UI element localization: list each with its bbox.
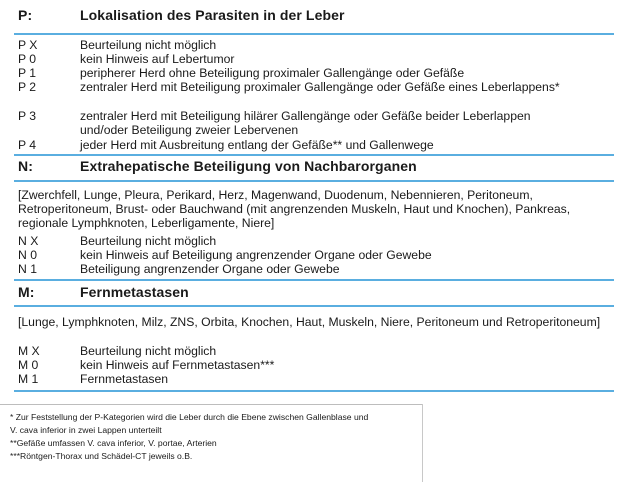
row-code: P 3 <box>18 109 37 123</box>
footnote: **Gefäße umfassen V. cava inferior, V. portae, Arterien <box>10 438 217 448</box>
footnote: V. cava inferior in zwei Lappen unterteilt <box>10 425 162 435</box>
section-divider <box>14 279 614 281</box>
row-desc: kein Hinweis auf Fernmetastasen*** <box>80 358 275 372</box>
row-code: P X <box>18 38 38 52</box>
footnotes-box <box>0 404 423 482</box>
row-desc: peripherer Herd ohne Beteiligung proximaler Gallengänge oder Gefäße <box>80 66 465 80</box>
row-code: M 0 <box>18 358 39 372</box>
row-code: P 0 <box>18 52 37 66</box>
section-m-intro: [Lunge, Lymphknoten, Milz, ZNS, Orbita, Knochen, Haut, Muskeln, Niere, Peritoneum und Retroperitoneum] <box>18 315 601 329</box>
row-desc: Beurteilung nicht möglich <box>80 234 217 248</box>
section-n-title: Extrahepatische Beteiligung von Nachbarorganen <box>80 158 417 174</box>
row-desc: zentraler Herd mit Beteiligung hilärer Gallengänge oder Gefäße beider Leberlappen und/oder Beteiligung zweier Lebervenen <box>80 109 531 137</box>
row-desc: zentraler Herd mit Beteiligung proximaler Gallengänge oder Gefäße eines Leberlappens* <box>80 80 560 94</box>
footnote: ***Röntgen-Thorax und Schädel-CT jeweils o.B. <box>10 451 193 461</box>
row-code: M X <box>18 344 40 358</box>
section-divider <box>14 305 614 307</box>
footnotes-divider <box>0 404 422 405</box>
row-desc: Fernmetastasen <box>80 372 169 386</box>
row-desc: Beurteilung nicht möglich <box>80 38 217 52</box>
row-code: P 4 <box>18 138 37 152</box>
row-desc: Beteiligung angrenzender Organe oder Gewebe <box>80 262 340 276</box>
row-code: N X <box>18 234 39 248</box>
section-divider <box>14 390 614 392</box>
section-divider <box>14 154 614 156</box>
row-code: N 1 <box>18 262 37 276</box>
section-divider <box>14 33 614 35</box>
section-p-code: P: <box>18 7 33 23</box>
row-desc: kein Hinweis auf Lebertumor <box>80 52 235 66</box>
row-code: P 2 <box>18 80 37 94</box>
row-code: P 1 <box>18 66 37 80</box>
row-code: M 1 <box>18 372 39 386</box>
section-divider <box>14 180 614 182</box>
section-m-title: Fernmetastasen <box>80 284 189 300</box>
row-desc: kein Hinweis auf Beteiligung angrenzender Organe oder Gewebe <box>80 248 432 262</box>
row-code: N 0 <box>18 248 37 262</box>
row-desc: Beurteilung nicht möglich <box>80 344 217 358</box>
footnote: * Zur Feststellung der P-Kategorien wird die Leber durch die Ebene zwischen Gallenblase und <box>10 412 369 422</box>
row-desc: jeder Herd mit Ausbreitung entlang der Gefäße** und Gallenwege <box>80 138 434 152</box>
section-m-code: M: <box>18 284 35 300</box>
section-p-title: Lokalisation des Parasiten in der Leber <box>80 7 345 23</box>
section-n-code: N: <box>18 158 33 174</box>
section-n-intro: [Zwerchfell, Lunge, Pleura, Perikard, Herz, Magenwand, Duodenum, Nebennieren, Peritoneum, Retroperitoneum, Brust- oder Bauchwand (mit angrenzenden Muskeln, Haut und Knochen), Pankreas, regionale Lymphknoten, Leberligamente, Niere] <box>18 188 571 230</box>
